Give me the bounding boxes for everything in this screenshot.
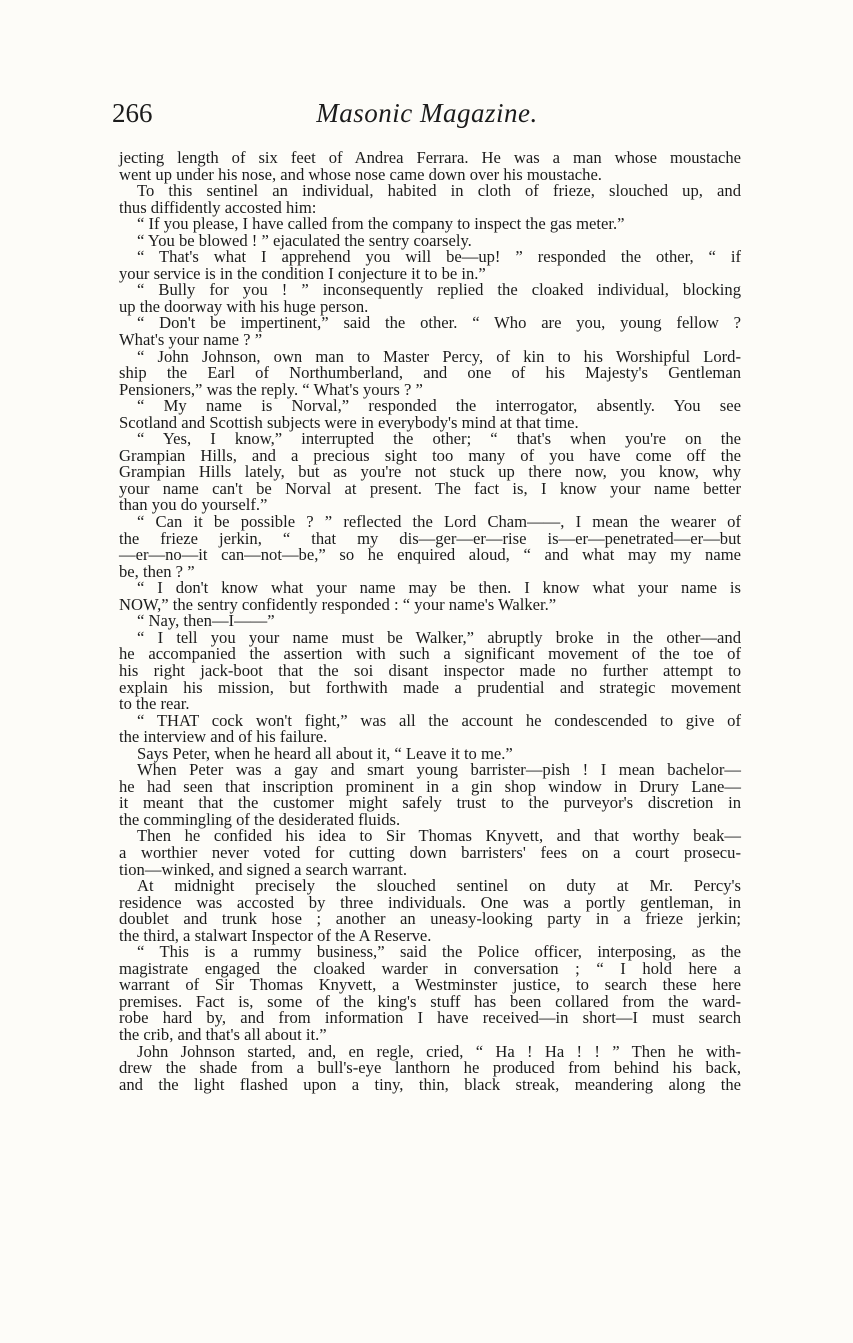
running-title: Masonic Magazine. bbox=[316, 98, 538, 128]
text-line: the crib, and that's all about it.” bbox=[119, 1024, 327, 1044]
text-line: “ Can it be possible ? ” reflected the Lord Cham——, I mean the wearer of bbox=[137, 512, 741, 532]
text-line: to the rear. bbox=[119, 694, 190, 714]
text-line: What's your name ? ” bbox=[119, 330, 263, 350]
text-line: warrant of Sir Thomas Knyvett, a Westminster justice, to search these here bbox=[119, 975, 741, 995]
text-line: the commingling of the desiderated fluids. bbox=[119, 809, 401, 829]
text-line: Then he confided his idea to Sir Thomas Knyvett, and that worthy beak— bbox=[137, 826, 741, 846]
text-line: premises. Fact is, some of the king's stuff has been collared from the ward- bbox=[119, 991, 741, 1011]
text-line: Pensioners,” was the reply. “ What's yours ? ” bbox=[119, 379, 423, 399]
text-line: “ You be blowed ! ” ejaculated the sentry coarsely. bbox=[137, 230, 472, 250]
text-line: NOW,” the sentry confidently responded : “ your name's Walker.” bbox=[119, 594, 557, 614]
text-line: than you do yourself.” bbox=[119, 495, 268, 515]
text-line: “ Nay, then—I——” bbox=[137, 611, 275, 631]
text-line: jecting length of six feet of Andrea Ferrara. He was a man whose moustache bbox=[119, 148, 741, 167]
text-line: doublet and trunk hose ; another an uneasy-looking party in a frieze jerkin; bbox=[119, 909, 741, 929]
text-line: your service is in the condition I conjecture it to be in.” bbox=[119, 263, 486, 283]
text-line: residence was accosted by three individuals. One was a portly gentleman, in bbox=[119, 892, 741, 912]
text-line: Grampian Hills, and a precious sight too many of you have come off the bbox=[119, 445, 741, 465]
text-line: Says Peter, when he heard all about it, “ Leave it to me.” bbox=[137, 743, 513, 763]
text-line: went up under his nose, and whose nose came down over his moustache. bbox=[119, 164, 602, 184]
text-line: “ I tell you your name must be Walker,” abruptly broke in the other—and bbox=[137, 627, 741, 647]
page-number: 266 bbox=[112, 98, 153, 128]
text-line: his right jack-boot that the soi disant inspector made no further attempt to bbox=[119, 660, 741, 680]
text-line: “ That's what I apprehend you will be—up! ” responded the other, “ if bbox=[137, 247, 741, 267]
text-line: “ I don't know what your name may be then. I know what your name is bbox=[137, 578, 741, 598]
text-line: and the light flashed upon a tiny, thin, black streak, meandering along the bbox=[119, 1074, 741, 1094]
text-line: the third, a stalwart Inspector of the A Reserve. bbox=[119, 925, 432, 945]
text-line: the interview and of his failure. bbox=[119, 727, 328, 747]
text-line: a worthier never voted for cutting down barristers' fees on a court prosecu- bbox=[119, 842, 741, 862]
text-line: Scotland and Scottish subjects were in everybody's mind at that time. bbox=[119, 412, 579, 432]
article-body bbox=[119, 150, 741, 1093]
text-line: tion—winked, and signed a search warrant. bbox=[119, 859, 407, 879]
page-header bbox=[112, 98, 742, 138]
text-line: thus diffidently accosted him: bbox=[119, 197, 317, 217]
text-line: When Peter was a gay and smart young barrister—pish ! I mean bachelor— bbox=[137, 760, 741, 780]
text-line: “ Bully for you ! ” inconsequently replied the cloaked individual, blocking bbox=[137, 280, 741, 300]
text-line: “ If you please, I have called from the company to inspect the gas meter.” bbox=[137, 214, 625, 234]
text-line: “ My name is Norval,” responded the interrogator, absently. You see bbox=[137, 396, 741, 416]
text-line: magistrate engaged the cloaked warder in conversation ; “ I hold here a bbox=[119, 958, 741, 978]
text-line: “ Yes, I know,” interrupted the other; “ that's when you're on the bbox=[137, 429, 741, 449]
text-line: John Johnson started, and, en regle, cried, “ Ha ! Ha ! ! ” Then he with- bbox=[137, 1041, 741, 1061]
text-line: drew the shade from a bull's-eye lanthorn he produced from behind his back, bbox=[119, 1058, 741, 1078]
text-line: the frieze jerkin, “ that my dis—ger—er—rise is—er—penetrated—er—but bbox=[119, 528, 741, 548]
text-line: To this sentinel an individual, habited in cloth of frieze, slouched up, and bbox=[137, 181, 741, 201]
text-line: “ Don't be impertinent,” said the other. “ Who are you, young fellow ? bbox=[137, 313, 741, 333]
text-line: up the doorway with his huge person. bbox=[119, 296, 369, 316]
text-line: “ This is a rummy business,” said the Police officer, interposing, as the bbox=[137, 942, 741, 962]
text-line: “ THAT cock won't fight,” was all the account he condescended to give of bbox=[137, 710, 741, 730]
text-line: explain his mission, but forthwith made a prudential and strategic movement bbox=[119, 677, 741, 697]
text-line: ship the Earl of Northumberland, and one of his Majesty's Gentleman bbox=[119, 363, 741, 383]
text-line: it meant that the customer might safely trust to the purveyor's discretion in bbox=[119, 793, 741, 813]
text-line: —er—no—it can—not—be,” so he enquired aloud, “ and what may my name bbox=[119, 545, 741, 565]
text-line: At midnight precisely the slouched sentinel on duty at Mr. Percy's bbox=[137, 876, 741, 896]
text-line: your name can't be Norval at present. The fact is, I know your name better bbox=[119, 478, 741, 498]
text-line: robe hard by, and from information I have received—in short—I must search bbox=[119, 1008, 741, 1028]
text-line: “ John Johnson, own man to Master Percy, of kin to his Worshipful Lord- bbox=[137, 346, 741, 366]
text-line: he had seen that inscription prominent in a gin shop window in Drury Lane— bbox=[119, 776, 741, 796]
text-line: be, then ? ” bbox=[119, 561, 195, 581]
text-line: Grampian Hills lately, but as you're not stuck up there now, you know, why bbox=[119, 462, 741, 482]
text-line: he accompanied the assertion with such a significant movement of the toe of bbox=[119, 644, 741, 664]
